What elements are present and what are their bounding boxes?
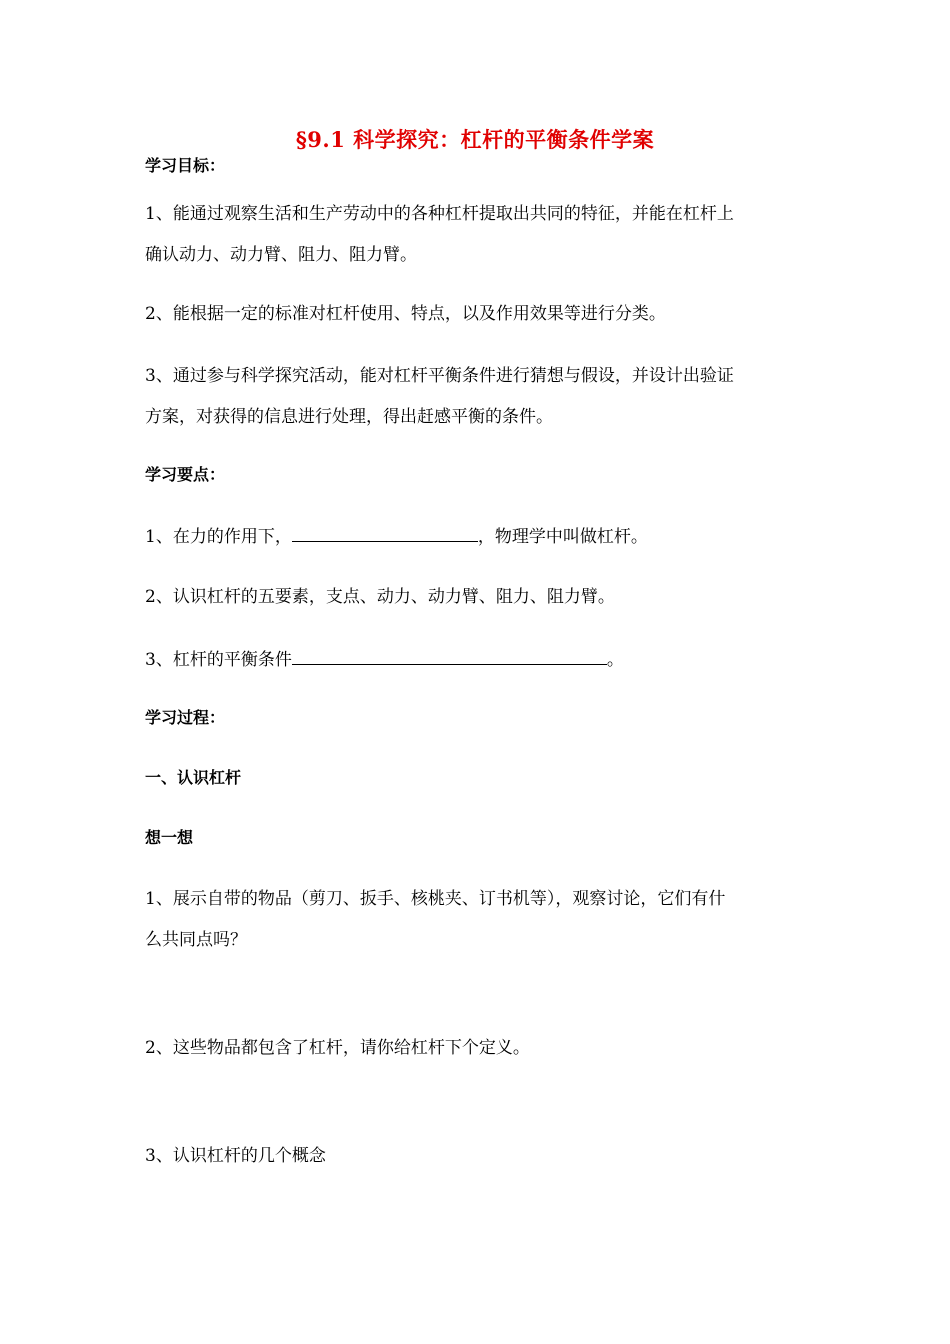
point-3	[145, 645, 624, 670]
question-3: 3、认识杠杆的几个概念	[145, 1146, 326, 1166]
fill-in-blank[interactable]	[292, 663, 607, 665]
section-heading-process: 学习过程：	[145, 708, 226, 727]
section-heading-points: 学习要点：	[145, 465, 226, 484]
point-1	[145, 522, 648, 547]
part-heading: 一、认识杠杆	[145, 768, 242, 787]
goal-line: 确认动力、动力臂、阻力、阻力臂。	[145, 245, 417, 265]
subheading-think: 想一想	[145, 828, 194, 847]
point-2: 2、认识杠杆的五要素，支点、动力、动力臂、阻力、阻力臂。	[145, 587, 615, 607]
goal-line: 3、通过参与科学探究活动，能对杠杆平衡条件进行猜想与假设，并设计出验证	[145, 366, 734, 386]
question-1-line: 么共同点吗？	[145, 930, 247, 950]
goal-line: 1、能通过观察生活和生产劳动中的各种杠杆提取出共同的特征，并能在杠杆上	[145, 204, 734, 224]
fill-in-blank[interactable]	[292, 540, 478, 542]
question-1-line: 1、展示自带的物品（剪刀、扳手、核桃夹、订书机等），观察讨论，它们有什	[145, 889, 726, 909]
goal-line: 2、能根据一定的标准对杠杆使用、特点，以及作用效果等进行分类。	[145, 304, 666, 324]
point-1-prefix: 1、在力的作用下，	[145, 527, 292, 547]
point-3-prefix: 3、杠杆的平衡条件	[145, 650, 292, 670]
point-3-suffix: 。	[606, 650, 624, 670]
goal-line: 方案，对获得的信息进行处理，得出赶感平衡的条件。	[145, 407, 553, 427]
section-heading-goals: 学习目标：	[145, 156, 226, 175]
question-2: 2、这些物品都包含了杠杆，请你给杠杆下个定义。	[145, 1038, 530, 1058]
page-title: §9.1 科学探究：杠杆的平衡条件学案	[295, 127, 655, 152]
point-1-suffix: ，物理学中叫做杠杆。	[477, 527, 648, 547]
